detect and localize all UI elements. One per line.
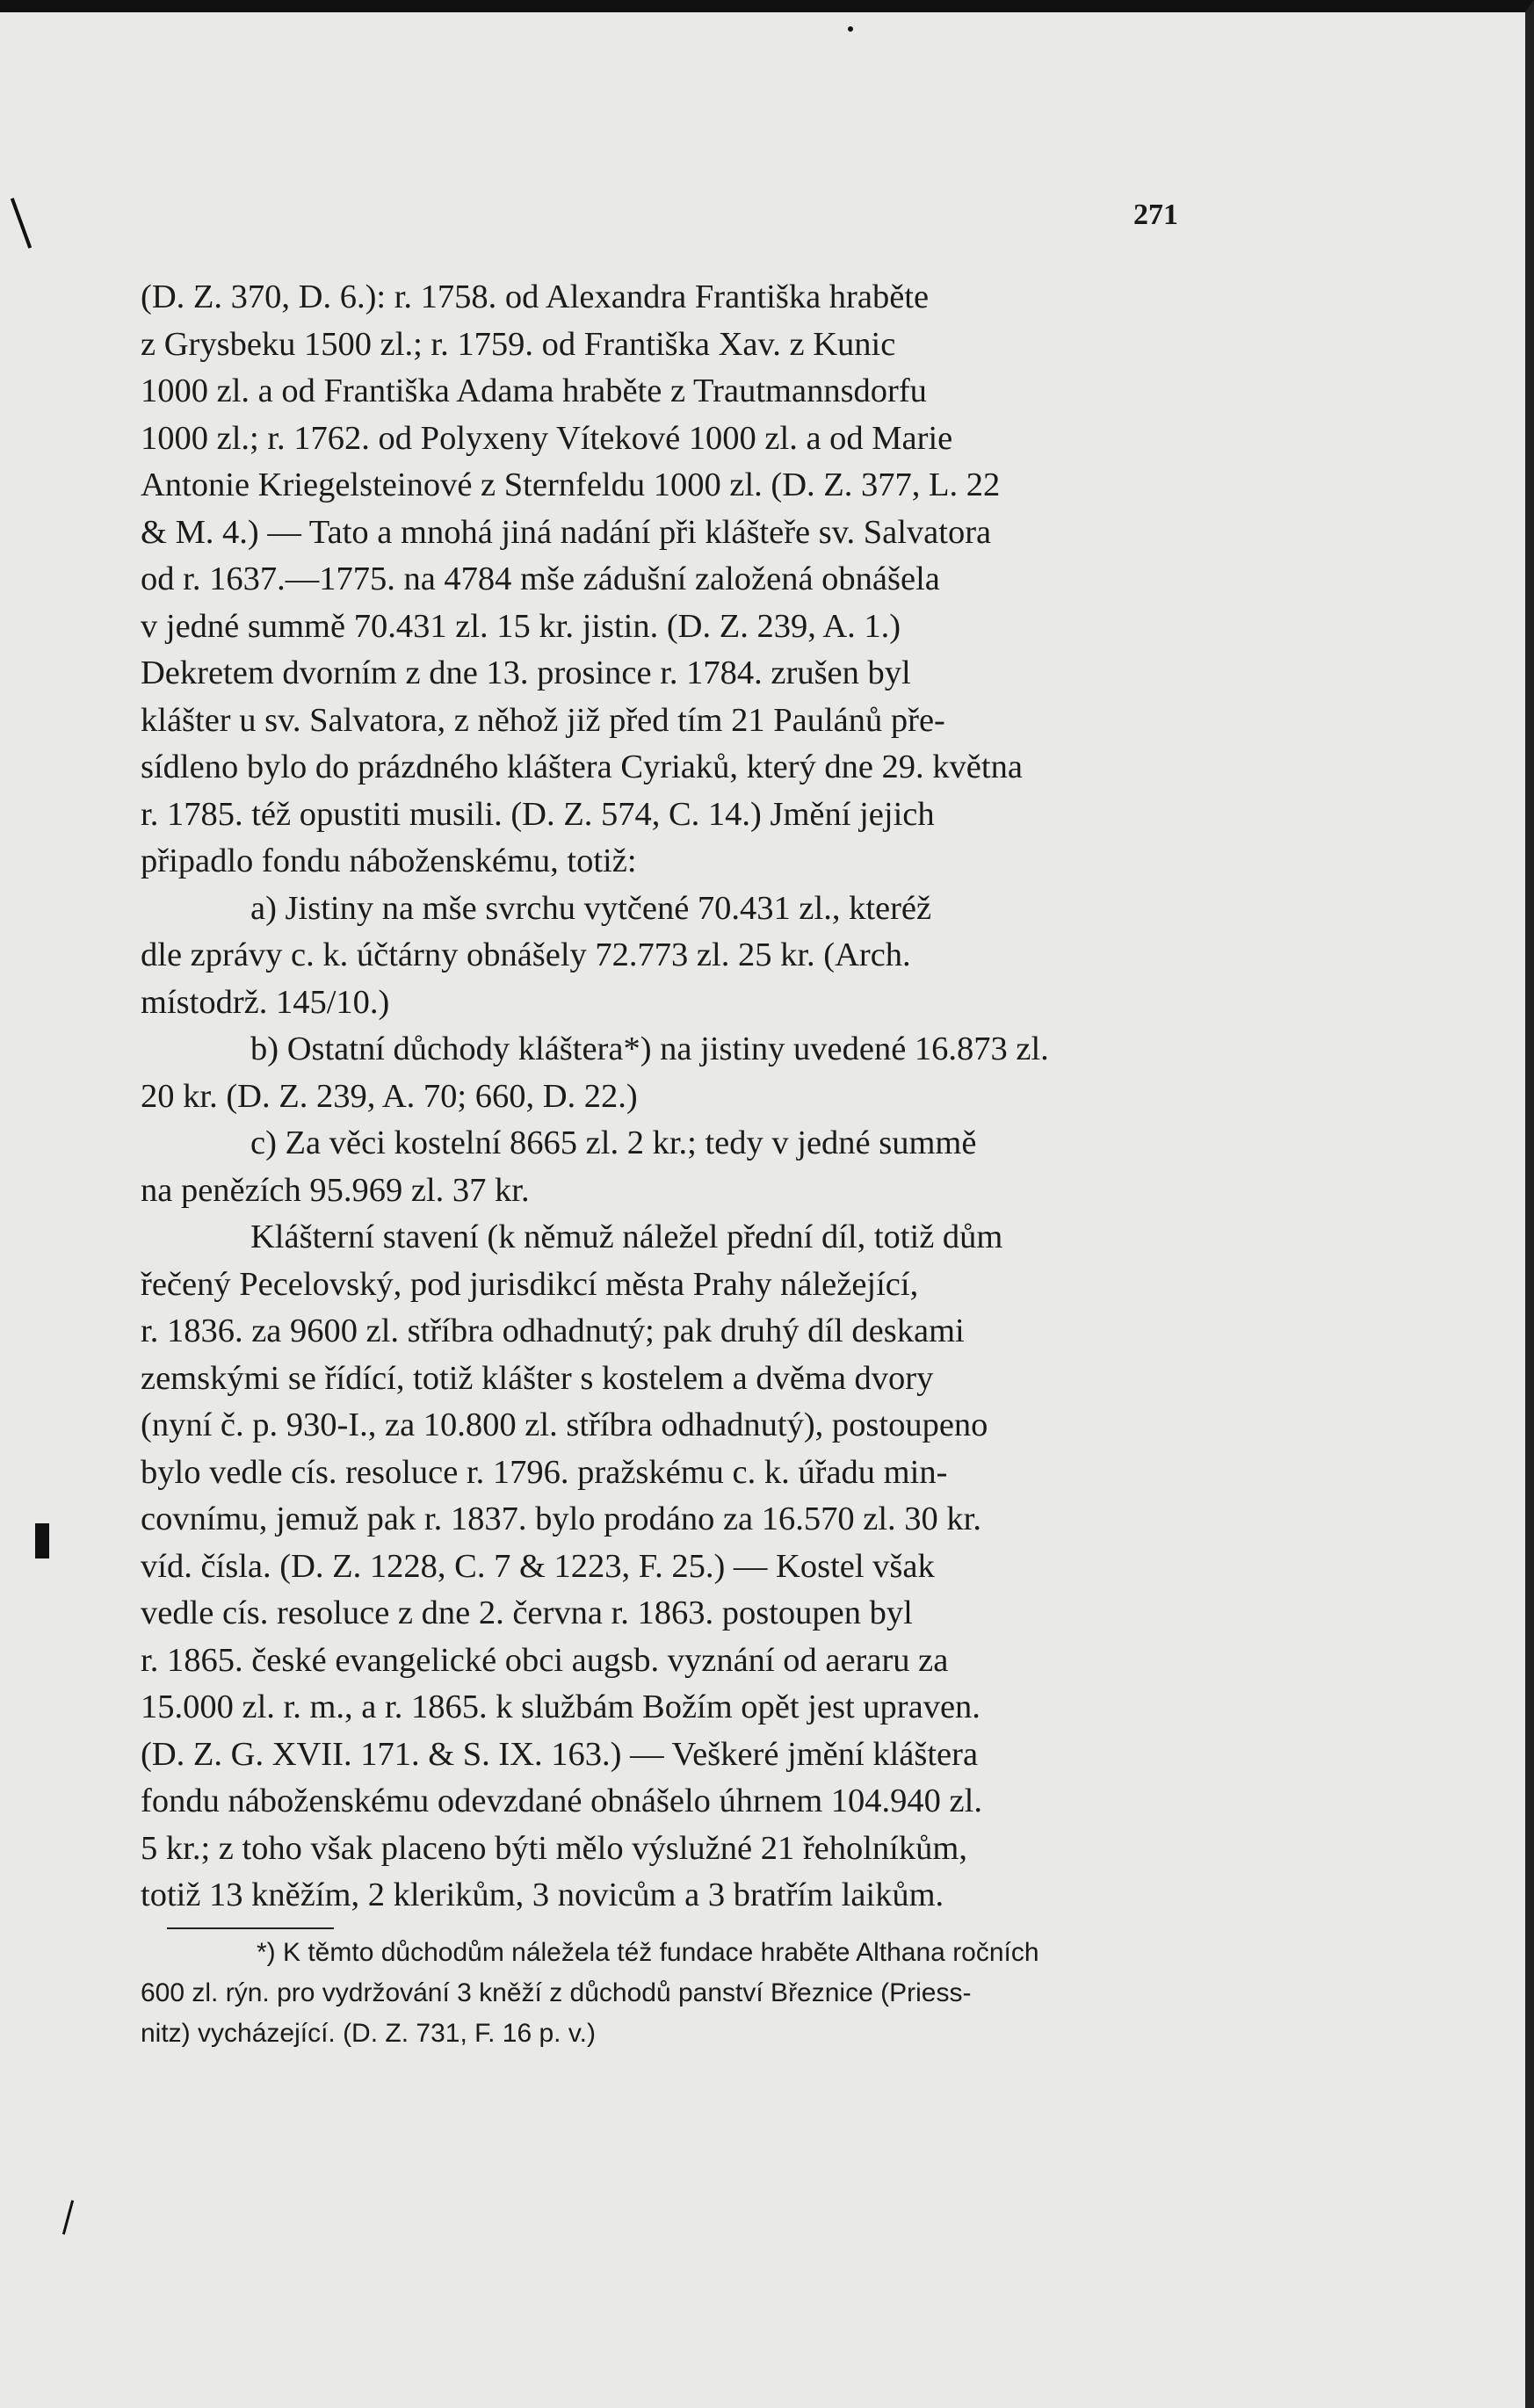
text-line: připadlo fondu náboženskému, totiž: [141, 842, 637, 879]
text-line: r. 1836. za 9600 zl. stříbra odhadnutý; pak druhý díl deskami [141, 1312, 965, 1349]
text-line: r. 1785. též opustiti musili. (D. Z. 574, C. 14.) Jmění jejich [141, 795, 935, 833]
text-line: (D. Z. G. XVII. 171. & S. IX. 163.) — Veškeré jmění kláštera [141, 1735, 979, 1773]
text-line: 20 kr. (D. Z. 239, A. 70; 660, D. 22.) [141, 1077, 638, 1115]
text-line: bylo vedle cís. resoluce r. 1796. pražskému c. k. úřadu min- [141, 1453, 948, 1491]
text-line: Dekretem dvorním z dne 13. prosince r. 1784. zrušen byl [141, 654, 911, 691]
text-line: fondu náboženskému odevzdané obnášelo úhrnem 104.940 zl. [141, 1782, 982, 1819]
text-line-item-b: b) Ostatní důchody kláštera*) na jistiny uvedené 16.873 zl. [250, 1030, 1049, 1067]
text-line: na penězích 95.969 zl. 37 kr. [141, 1171, 530, 1209]
text-line: covnímu, jemuž pak r. 1837. bylo prodáno za 16.570 zl. 30 kr. [141, 1500, 981, 1537]
body-text [141, 274, 1204, 1920]
text-line: (D. Z. 370, D. 6.): r. 1758. od Alexandra Františka hraběte [141, 278, 930, 315]
text-line-paragraph-start: Klášterní stavení (k němuž náležel přední díl, totiž dům [250, 1218, 1003, 1255]
text-line: (nyní č. p. 930-I., za 10.800 zl. stříbra odhadnutý), postoupeno [141, 1406, 988, 1443]
text-line: víd. čísla. (D. Z. 1228, C. 7 & 1223, F. 25.) — Kostel však [141, 1547, 935, 1585]
scan-edge-mark [35, 1523, 49, 1558]
text-line: 15.000 zl. r. m., a r. 1865. k službám Božím opět jest upraven. [141, 1688, 980, 1725]
footnote-divider [167, 1927, 334, 1929]
text-line: sídleno bylo do prázdného kláštera Cyriaků, který dne 29. května [141, 748, 1023, 785]
text-line: 1000 zl. a od Františka Adama hraběte z Trautmannsdorfu [141, 372, 927, 409]
scan-edge-mark [62, 2200, 74, 2234]
text-line: vedle cís. resoluce z dne 2. června r. 1863. postoupen byl [141, 1594, 913, 1631]
footnote [141, 1933, 1205, 2054]
text-line: zemskými se řídící, totiž klášter s kostelem a dvěma dvory [141, 1359, 934, 1397]
footnote-line: *) K těmto důchodům náležela též fundace hraběte Althana ročních [257, 1938, 1039, 1967]
text-line: z Grysbeku 1500 zl.; r. 1759. od Františka Xav. z Kunic [141, 325, 896, 363]
footnote-line: nitz) vycházející. (D. Z. 731, F. 16 p. v.) [141, 2019, 596, 2048]
text-line-item-c: c) Za věci kostelní 8665 zl. 2 kr.; tedy v jedné summě [250, 1124, 977, 1161]
text-line: 1000 zl.; r. 1762. od Polyxeny Vítekové 1000 zl. a od Marie [141, 419, 953, 457]
scan-edge-mark [848, 26, 853, 32]
text-line: totiž 13 kněžím, 2 klerikům, 3 novicům a 3 bratřím laikům. [141, 1877, 944, 1913]
text-line: místodrž. 145/10.) [141, 983, 390, 1021]
text-line: r. 1865. české evangelické obci augsb. vyznání od aeraru za [141, 1641, 949, 1679]
page-number: 271 [1133, 199, 1178, 231]
text-line: 5 kr.; z toho však placeno býti mělo výslužné 21 řeholníkům, [141, 1829, 967, 1867]
text-line: dle zprávy c. k. účtárny obnášely 72.773 zl. 25 kr. (Arch. [141, 936, 911, 973]
text-line: od r. 1637.—1775. na 4784 mše zádušní založená obnášela [141, 560, 940, 597]
footnote-line: 600 zl. rýn. pro vydržování 3 kněží z důchodů panství Březnice (Priess- [141, 1978, 972, 2007]
scan-edge-mark [11, 198, 32, 249]
text-line: klášter u sv. Salvatora, z něhož již před tím 21 Paulánů pře- [141, 701, 945, 739]
text-line: řečený Pecelovský, pod jurisdikcí města Prahy náležející, [141, 1265, 919, 1303]
text-line-item-a: a) Jistiny na mše svrchu vytčené 70.431 zl., kteréž [250, 889, 932, 927]
text-line: v jedné summě 70.431 zl. 15 kr. jistin. (D. Z. 239, A. 1.) [141, 607, 901, 645]
text-line: Antonie Kriegelsteinové z Sternfeldu 1000 zl. (D. Z. 377, L. 22 [141, 466, 1001, 503]
text-line: & M. 4.) — Tato a mnohá jiná nadání při klášteře sv. Salvatora [141, 513, 992, 551]
